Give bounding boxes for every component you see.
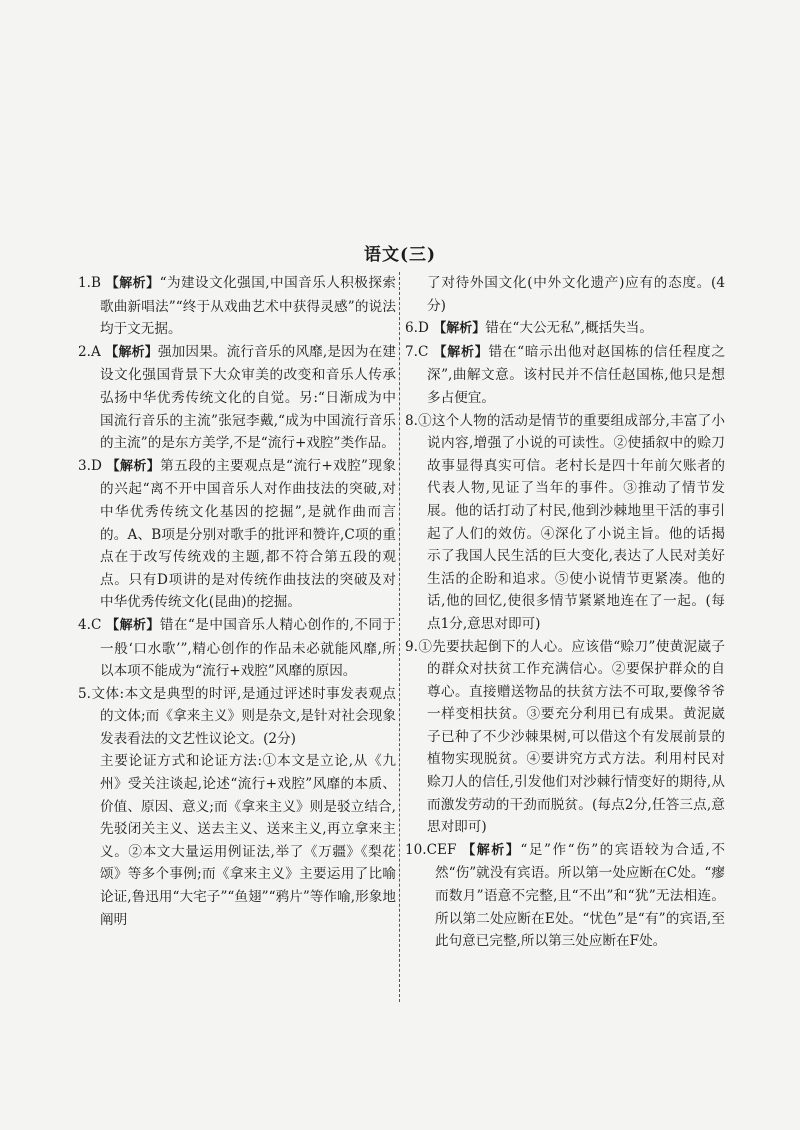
answer-item-8: 8.①这个人物的活动是情节的重要组成部分,丰富了小说内容,增强了小说的可读性。②使插叙中的赊刀故事显得真实可信。老村长是四十年前欠账者的代表人物,见证了当年的事件。③推动了情节发展。他的话打动了村民,他到沙棘地里干活的事引起了人们的效仿。④深化了小说主旨。他的话揭示了我国人民生活的巨大变化,表达了人民对美好生活的企盼和追求。⑤使小说情节更紧凑。他的话,他的回忆,使很多情节紧紧地连在了一起。(每点1分,意思对即可) — [405, 412, 725, 632]
answer-item-9: 9.①先要扶起倒下的人心。应该借“赊刀”使黄泥崴子的群众对扶贫工作充满信心。②要保护群众的自尊心。直接赠送物品的扶贫方法不可取,要像爷爷一样变相扶贫。③要充分利用已有成果。黄泥崴子已种了不少沙棘果树,可以借这个有发展前景的植物实现脱贫。④要讲究方式方法。利用村民对赊刀人的信任,引发他们对沙棘行情变好的期待,从而激发劳动的干劲而脱贫。(每点2分,任答三点,意思对即可) — [405, 638, 725, 836]
analysis-tag: 【解析】 — [106, 458, 161, 474]
analysis-tag: 【解析】 — [106, 617, 160, 633]
analysis-tag: 【解析】 — [105, 344, 158, 360]
column-divider — [399, 272, 400, 1002]
answer-item-2: 2.A 【解析】强加因果。流行音乐的风靡,是因为在建设文化强国背景下大众审美的改变和音乐人传承弘扬中华优秀传统文化的自觉。另:“日渐成为中国流行音乐的主流”张冠李戴,“成为中国流行音乐的主流”的是东方美学,不是“流行+戏腔”类作品。 — [78, 343, 396, 452]
page-title: 语文(三) — [363, 245, 437, 265]
answer-item-6: 6.D 【解析】错在“大公无私”,概括失当。 — [405, 320, 653, 337]
answer-item-5-part-2: 主要论证方式和论证方法:①本文是立论,从《九州》受关注谈起,论述“流行+戏腔”风靡的本质、价值、原因、意义;而《拿来主义》则是驳立结合,先驳闭关主义、送去主义、送来主义,再立拿来主义。②本文大量运用例证法,举了《万疆》《梨花颂》等多个事例;而《拿来主义》主要运用了比喻论证,鲁迅用“大宅子”“鱼翅”“鸦片”等作喻,形象地阐明 — [100, 753, 396, 928]
analysis-tag: 【解析】 — [462, 842, 521, 858]
analysis-tag: 【解析】 — [433, 321, 486, 337]
answer-item-4: 4.C 【解析】错在“是中国音乐人精心创作的,不同于一般‘口水歌’”,精心创作的作品未必就能风靡,所以本项不能成为“流行+戏腔”风靡的原因。 — [78, 616, 396, 680]
analysis-tag: 【解析】 — [433, 344, 489, 360]
answer-item-5: 5.文体:本文是典型的时评,是通过评述时事发表观点的文体;而《拿来主义》则是杂文,是针对社会现象发表看法的文艺性议论文。(2分) — [78, 685, 396, 747]
answer-item-5-continued: 了对待外国文化(中外文化遗产)应有的态度。(4分) — [427, 275, 725, 314]
answer-item-1: 1.B 【解析】“为建设文化强国,中国音乐人积极探索歌曲新唱法”“终于从戏曲艺术中获得灵感”的说法均于文无据。 — [78, 275, 396, 338]
analysis-tag: 【解析】 — [105, 276, 160, 291]
answer-item-7: 7.C 【解析】错在“暗示出他对赵国栋的信任程度之深”,曲解文意。该村民并不信任赵国栋,他只是想多占便宜。 — [405, 343, 725, 406]
answer-item-10: 10.CEF 【解析】“足”作“伤”的宾语较为合适,不然“伤”就没有宾语。所以第一处应断在C处。“瘳而数月”语意不完整,且“不出”和“犹”无法相连。所以第二处应断在E处。“忧色”是“有”的宾语,至此句意已完整,所以第三处应断在F处。 — [405, 841, 725, 950]
answer-item-3: 3.D 【解析】第五段的主要观点是“流行+戏腔”现象的兴起“离不开中国音乐人对作曲技法的突破,对中华优秀传统文化基因的挖掘”,是就作曲而言的。A、B项是分别对歌手的批评和赞许,C项的重点在于改写传统戏的主题,都不符合第五段的观点。只有D项讲的是对传统作曲技法的突破及对中华优秀传统文化(昆曲)的挖掘。 — [78, 457, 396, 611]
left-column — [78, 272, 396, 931]
right-column — [405, 272, 725, 953]
